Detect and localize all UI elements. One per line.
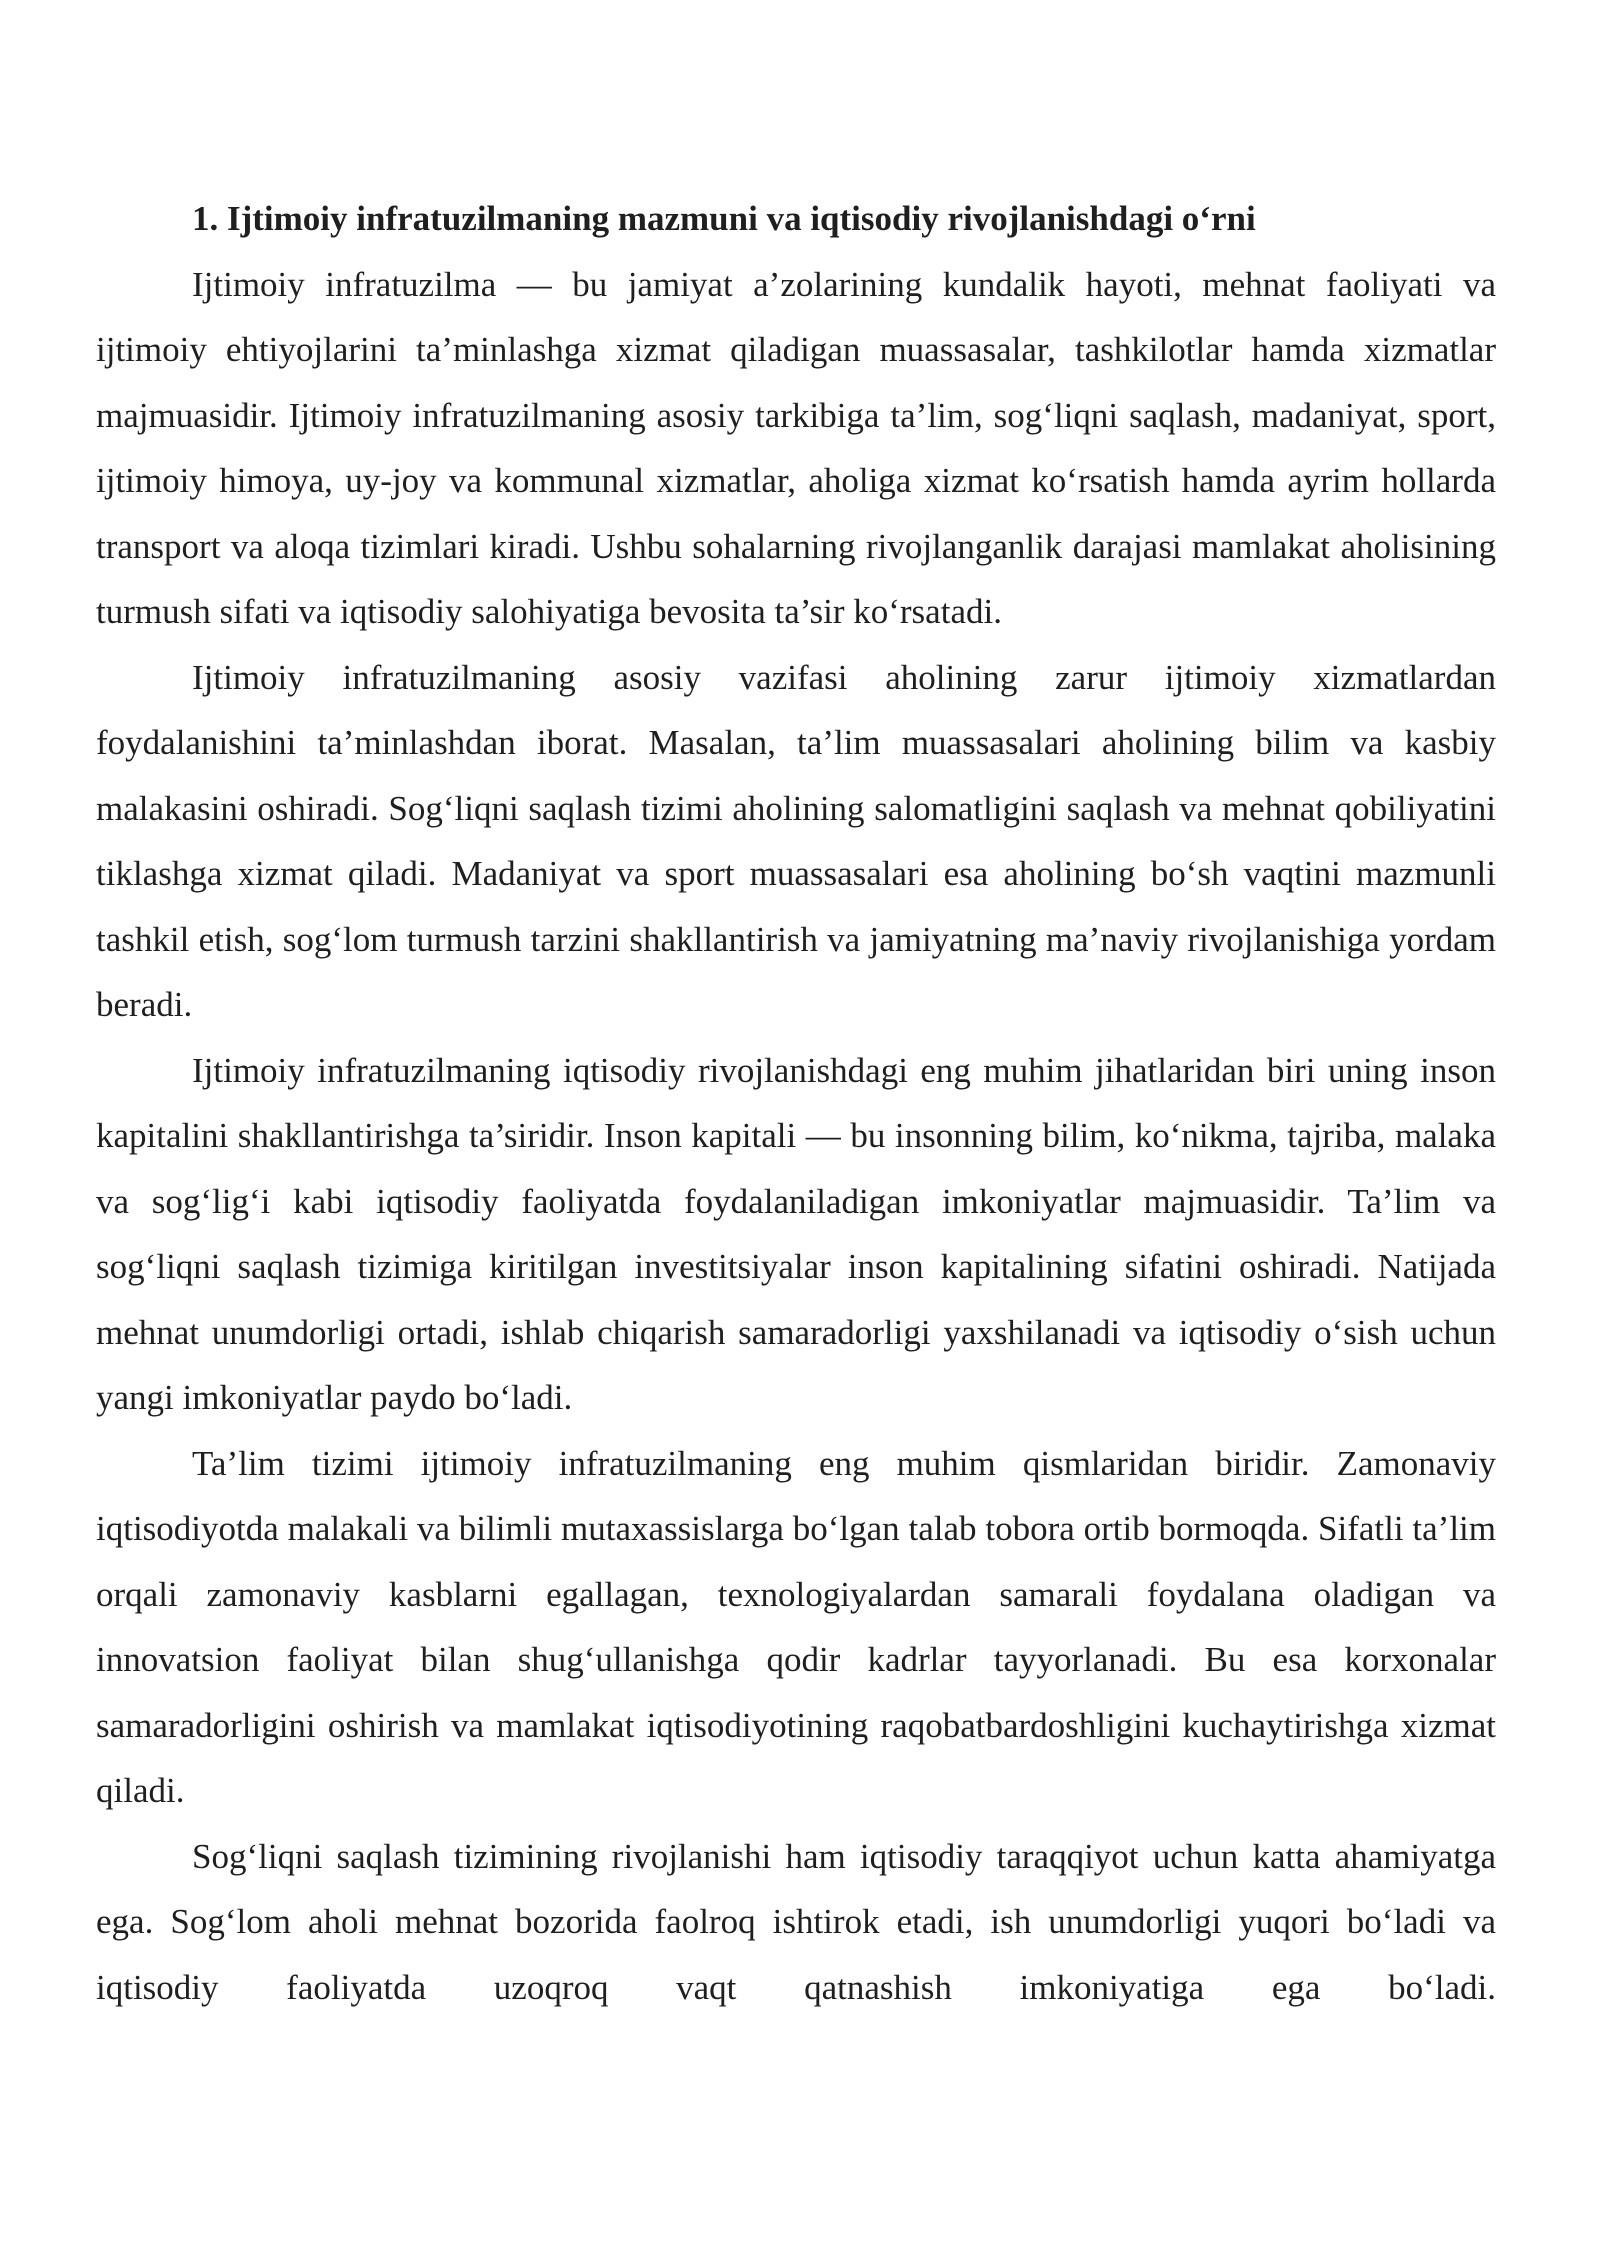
section-heading: 1. Ijtimoiy infratuzilmaning mazmuni va iqtisodiy rivojlanishdagi o‘rni bbox=[192, 199, 1256, 238]
paragraph-2: Ijtimoiy infratuzilmaning asosiy vazifasi aholining zarur ijtimoiy xizmatlardan foydalanishini ta’minlashdan iborat. Masalan, ta’lim muassasalari aholining bilim va kasbiy malakasini oshiradi. Sog‘liqni saqlash tizimi aholining salomatligini saqlash va mehnat qobiliyatini tiklashga xizmat qiladi. Madaniyat va sport muassasalari esa aholining bo‘sh vaqtini mazmunli tashkil etish, sog‘lom turmush tarzini shakllantirish va jamiyatning ma’naviy rivojlanishiga yordam beradi. bbox=[96, 657, 1496, 1024]
document-body bbox=[96, 186, 1496, 2020]
paragraph-1: Ijtimoiy infratuzilma — bu jamiyat a’zolarining kundalik hayoti, mehnat faoliyati va ijtimoiy ehtiyojlarini ta’minlashga xizmat qiladigan muassasalar, tashkilotlar hamda xizmatlar majmuasidir. Ijtimoiy infratuzilmaning asosiy tarkibiga ta’lim, sog‘liqni saqlash, madaniyat, sport, ijtimoiy himoya, uy-joy va kommunal xizmatlar, aholiga xizmat ko‘rsatish hamda ayrim hollarda transport va aloqa tizimlari kiradi. Ushbu sohalarning rivojlanganlik darajasi mamlakat aholisining turmush sifati va iqtisodiy salohiyatiga bevosita ta’sir ko‘rsatadi. bbox=[96, 264, 1496, 631]
paragraph-3: Ijtimoiy infratuzilmaning iqtisodiy rivojlanishdagi eng muhim jihatlaridan biri uning inson kapitalini shakllantirishga ta’siridir. Inson kapitali — bu insonning bilim, ko‘nikma, tajriba, malaka va sog‘lig‘i kabi iqtisodiy faoliyatda foydalaniladigan imkoniyatlar majmuasidir. Ta’lim va sog‘liqni saqlash tizimiga kiritilgan investitsiyalar inson kapitalining sifatini oshiradi. Natijada mehnat unumdorligi ortadi, ishlab chiqarish samaradorligi yaxshilanadi va iqtisodiy o‘sish uchun yangi imkoniyatlar paydo bo‘ladi. bbox=[96, 1050, 1496, 1417]
paragraph-5: Sog‘liqni saqlash tizimining rivojlanishi ham iqtisodiy taraqqiyot uchun katta ahamiyatga ega. Sog‘lom aholi mehnat bozorida faolroq ishtirok etadi, ish unumdorligi yuqori bo‘ladi va iqtisodiy faoliyatda uzoqroq vaqt qatnashish imkoniyatiga ega bo‘ladi. bbox=[96, 1836, 1496, 2007]
paragraph-4: Ta’lim tizimi ijtimoiy infratuzilmaning eng muhim qismlaridan biridir. Zamonaviy iqtisodiyotda malakali va bilimli mutaxassislarga bo‘lgan talab tobora ortib bormoqda. Sifatli ta’lim orqali zamonaviy kasblarni egallagan, texnologiyalardan samarali foydalana oladigan va innovatsion faoliyat bilan shug‘ullanishga qodir kadrlar tayyorlanadi. Bu esa korxonalar samaradorligini oshirish va mamlakat iqtisodiyotining raqobatbardoshligini kuchaytirishga xizmat qiladi. bbox=[96, 1443, 1496, 1810]
